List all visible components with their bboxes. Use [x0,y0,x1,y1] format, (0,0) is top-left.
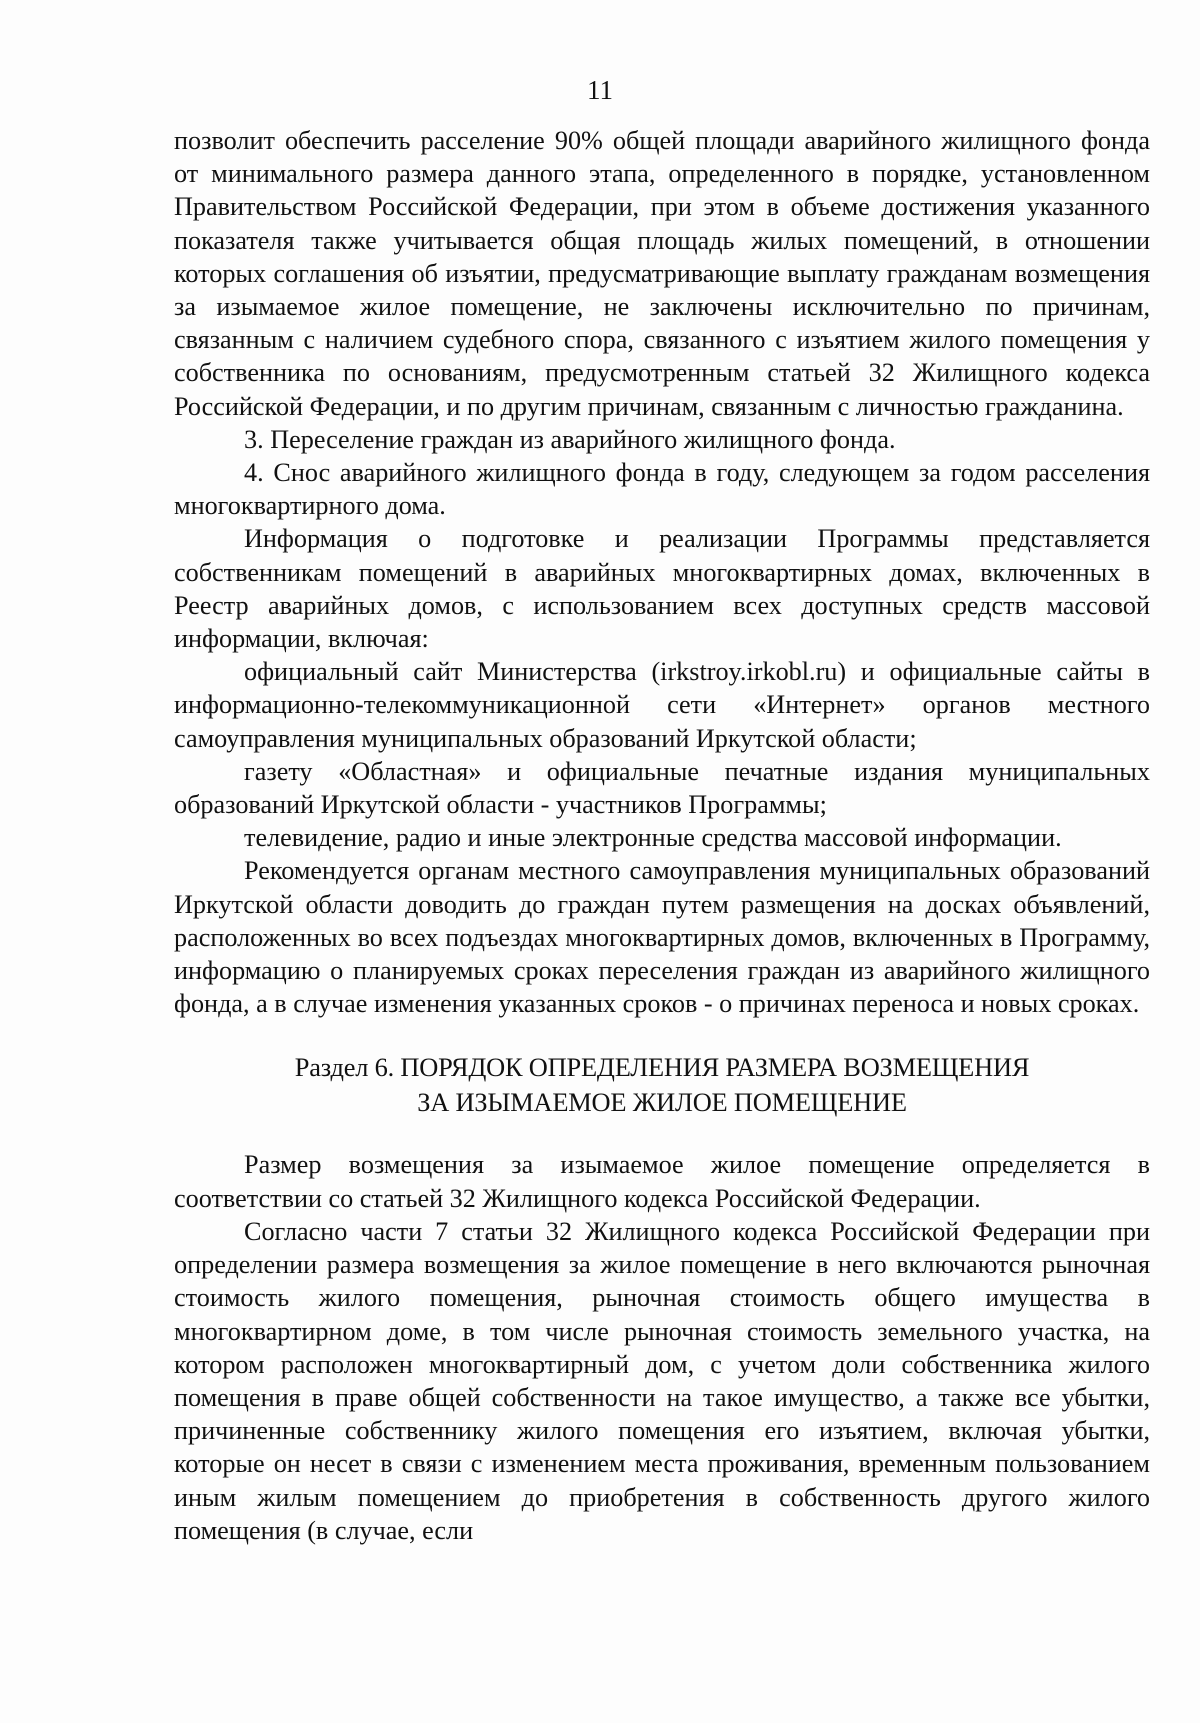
paragraph-compensation-size: Размер возмещения за изымаемое жилое помещение определяется в соответствии со статьей 32 Жилищного кодекса Российской Федерации. [174,1150,1150,1213]
paragraph-item-3: 3. Переселение граждан из аварийного жилищного фонда. [244,424,896,454]
section-heading-line-1: Раздел 6. ПОРЯДОК ОПРЕДЕЛЕНИЯ РАЗМЕРА ВОЗМЕЩЕНИЯ [294,1052,1030,1083]
paragraph-website: официальный сайт Министерства (irkstroy.irkobl.ru) и официальные сайты в информационно-телекоммуникационной сети «Интернет» органов местного самоуправления муниципальных образований Иркутской области; [174,657,1150,753]
paragraph-continuation: позволит обеспечить расселение 90% общей площади аварийного жилищного фонда от минимального размера данного этапа, определенного в порядке, установленном Правительством Российской Федерации, при этом в объеме достижения указанного показателя также учитывается общая площадь жилых помещений, в отношении которых соглашения об изъятии, предусматривающие выплату гражданам возмещения за изымаемое жилое помещение, не заключены исключительно по причинам, связанным с наличием судебного спора, связанного с изъятием жилого помещения у собственника по основаниям, предусмотренным статьей 32 Жилищного кодекса Российской Федерации, и по другим причинам, связанным с личностью гражданина. [174,126,1150,421]
section-heading-line-2: ЗА ИЗЫМАЕМОЕ ЖИЛОЕ ПОМЕЩЕНИЕ [417,1087,907,1118]
paragraph-recommendation: Рекомендуется органам местного самоуправления муниципальных образований Иркутской области доводить до граждан путем размещения на досках объявлений, расположенных во всех подъездах многоквартирных домов, включенных в Программу, информацию о планируемых сроках переселения граждан из аварийного жилищного фонда, а в случае изменения указанных сроков - о причинах переноса и новых сроках. [174,856,1150,1019]
section-heading [174,1050,1150,1120]
page-number: 11 [587,75,613,105]
paragraph-item-4: 4. Снос аварийного жилищного фонда в году, следующем за годом расселения многоквартирного дома. [174,458,1150,521]
paragraph-media: телевидение, радио и иные электронные средства массовой информации. [244,823,1062,853]
paragraph-article-32: Согласно части 7 статьи 32 Жилищного кодекса Российской Федерации при определении размера возмещения за жилое помещение в него включаются рыночная стоимость жилого помещения, рыночная стоимость общего имущества в многоквартирном доме, в том числе рыночная стоимость земельного участка, на котором расположен многоквартирный дом, с учетом доли собственника жилого помещения в праве общей собственности на такое имущество, а также все убытки, причиненные собственнику жилого помещения его изъятием, включая убытки, которые он несет в связи с изменением места проживания, временным пользованием иным жилым помещением до приобретения в собственность другого жилого помещения (в случае, если [174,1216,1150,1545]
document-body [174,124,1150,1547]
paragraph-newspaper: газету «Областная» и официальные печатные издания муниципальных образований Иркутской области - участников Программы; [174,756,1150,820]
paragraph-information: Информация о подготовке и реализации Программы представляется собственникам помещений в аварийных многоквартирных домах, включенных в Реестр аварийных домов, с использованием всех доступных средств массовой информации, включая: [174,524,1150,654]
